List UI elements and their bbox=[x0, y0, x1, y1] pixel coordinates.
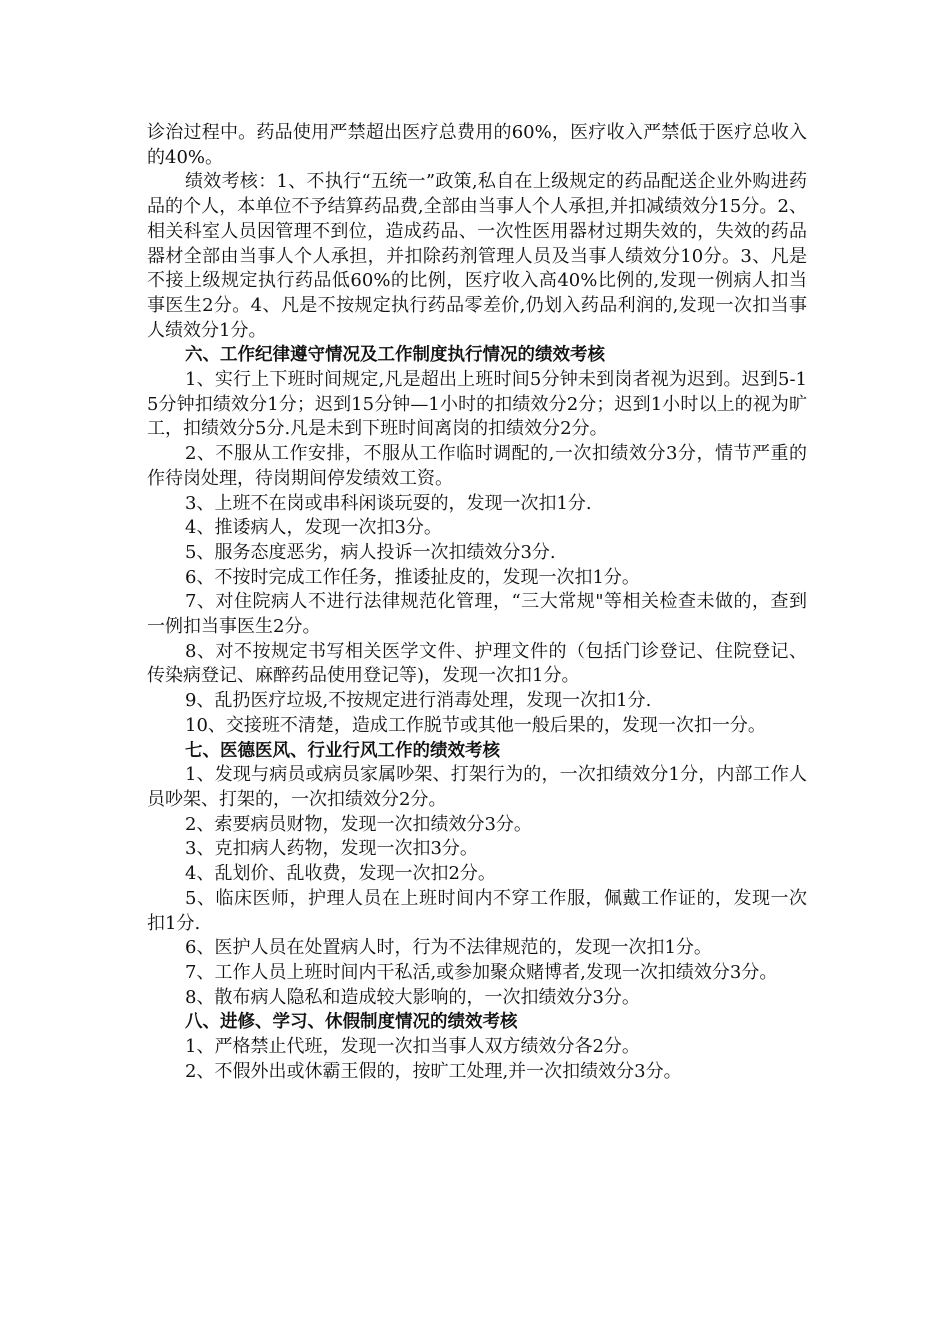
section-7-item-1: 1、发现与病员或病员家属吵架、打架行为的，一次扣绩效分1分，内部工作人员吵架、打架的，一次扣绩效分2分。 bbox=[147, 764, 807, 810]
section-7-item-6: 6、医护人员在处置病人时，行为不法律规范的，发现一次扣1分。 bbox=[185, 937, 712, 959]
section-6-item-10: 10、交接班不清楚，造成工作脱节或其他一般后果的，发现一次扣一分。 bbox=[185, 714, 766, 736]
section-6-item-8: 8、对不按规定书写相关医学文件、护理文件的（包括门诊登记、住院登记、传染病登记、麻醉药品使用登记等)，发现一次扣1分。 bbox=[147, 640, 807, 687]
section-6-heading: 六、工作纪律遵守情况及工作制度执行情况的绩效考核 bbox=[185, 345, 605, 366]
section-8-item-1: 1、严格禁止代班，发现一次扣当事人双方绩效分各2分。 bbox=[185, 1036, 640, 1058]
section-8-item-2: 2、不假外出或休霸王假的，按旷工处理,并一次扣绩效分3分。 bbox=[185, 1060, 682, 1082]
section-7-item-8: 8、散布病人隐私和造成较大影响的，一次扣绩效分3分。 bbox=[185, 986, 640, 1008]
section-7-heading: 七、医德医风、行业行风工作的绩效考核 bbox=[185, 740, 500, 761]
section-8-heading: 八、进修、学习、休假制度情况的绩效考核 bbox=[185, 1012, 518, 1033]
section-6-item-7: 7、对住院病人不进行法律规范化管理，“三大常规"等相关检查未做的，查到一例扣当事医生2分。 bbox=[147, 591, 807, 638]
section-7-item-5: 5、临床医师，护理人员在上班时间内不穿工作服，佩戴工作证的，发现一次扣1分. bbox=[147, 887, 807, 934]
section-7-item-3: 3、克扣病人药物，发现一次扣3分。 bbox=[185, 838, 478, 860]
section-6-item-6: 6、不按时完成工作任务，推诿扯皮的，发现一次扣1分。 bbox=[185, 566, 640, 588]
section-6-item-5: 5、服务态度恶劣，病人投诉一次扣绩效分3分. bbox=[185, 541, 556, 563]
section-6-item-3: 3、上班不在岗或串科闲谈玩耍的，发现一次扣1分. bbox=[185, 492, 592, 514]
section-7-item-2: 2、索要病员财物，发现一次扣绩效分3分。 bbox=[185, 813, 532, 835]
section-6-item-4: 4、推诿病人，发现一次扣3分。 bbox=[185, 517, 442, 539]
section-6-item-1: 1、实行上下班时间规定,凡是超出上班时间5分钟未到岗者视为迟到。迟到5-15分钟扣绩效分1分；迟到15分钟—1小时的扣绩效分2分；迟到1小时以上的视为旷工，扣绩效分5分.凡是未到下班时间离岗的扣绩效分2分。 bbox=[147, 369, 807, 440]
section-6-item-2: 2、不服从工作安排，不服从工作临时调配的,一次扣绩效分3分，情节严重的作待岗处理，待岗期间停发绩效工资。 bbox=[147, 443, 807, 489]
section-7-item-4: 4、乱划价、乱收费，发现一次扣2分。 bbox=[185, 863, 496, 885]
paragraph-continuation: 诊治过程中。药品使用严禁超出医疗总费用的60%，医疗收入严禁低于医疗总收入的40%。 bbox=[147, 122, 807, 168]
document-page bbox=[147, 121, 807, 1084]
section-7-item-7: 7、工作人员上班时间内干私活,或参加聚众赌博者,发现一次扣绩效分3分。 bbox=[185, 961, 778, 983]
paragraph-performance-assessment: 绩效考核：1、不执行“五统一”政策,私自在上级规定的药品配送企业外购进药品的个人，本单位不予结算药品费,全部由当事人个人承担,并扣减绩效分15分。2、相关科室人员因管理不到位，造成药品、一次性医用器材过期失效的，失效的药品器材全部由当事人个人承担，并扣除药剂管理人员及当事人绩效分10分。3、凡是不接上级规定执行药品低60%的比例，医疗收入高40%比例的,发现一例病人扣当事医生2分。4、凡是不按规定执行药品零差价,仍划入药品利润的,发现一次扣当事人绩效分1分。 bbox=[147, 171, 807, 341]
section-6-item-9: 9、乱扔医疗垃圾,不按规定进行消毒处理，发现一次扣1分. bbox=[185, 690, 652, 712]
